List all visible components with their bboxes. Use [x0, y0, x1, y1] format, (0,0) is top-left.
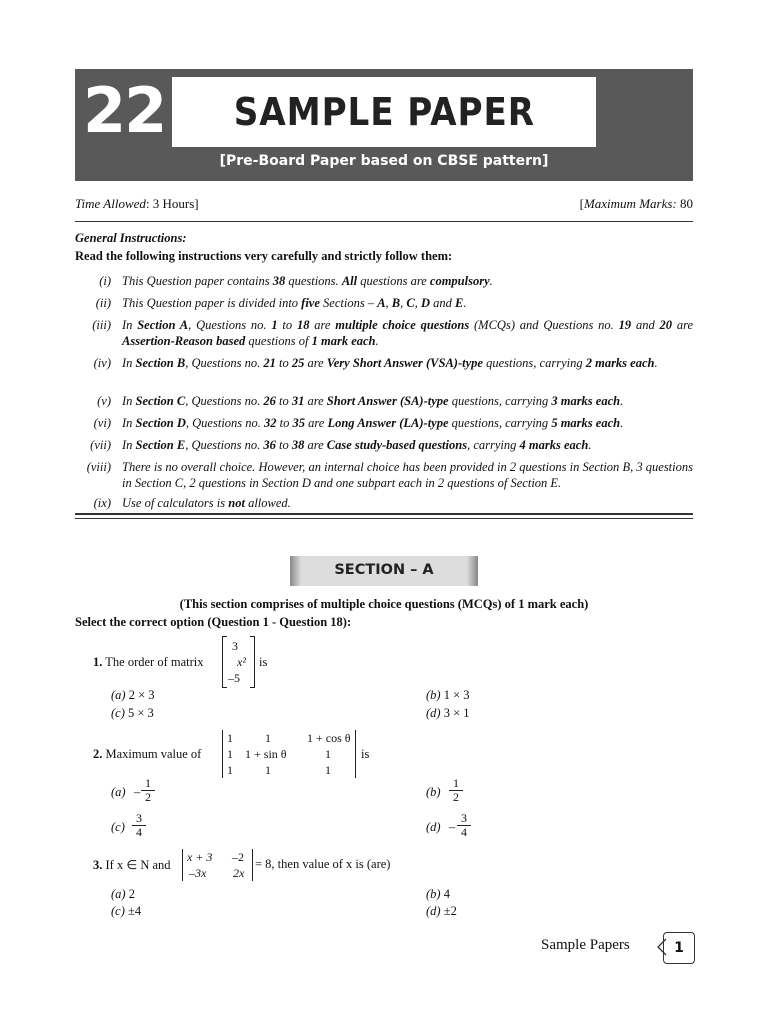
numerator: 3	[457, 812, 471, 826]
maximum-marks	[580, 196, 693, 212]
question-number: 1.	[93, 655, 103, 669]
instruction-text: In Section D, Questions no. 32 to 35 are Long Answer (LA)-type questions, carrying 5 marks each.	[122, 416, 624, 430]
instruction-item	[75, 295, 693, 311]
det-entry: 1	[227, 747, 233, 761]
question-text-end: is	[361, 747, 370, 761]
instruction-text: In Section E, Questions no. 36 to 38 are Case study-based questions, carrying 4 marks each.	[122, 438, 592, 452]
title-box	[172, 77, 596, 147]
page-number: 1	[663, 932, 695, 964]
option-d	[426, 820, 441, 835]
fraction	[141, 777, 155, 804]
det-bar-left	[182, 849, 183, 881]
option-label: (a)	[111, 785, 126, 799]
numerator: 1	[141, 777, 155, 791]
det-entry: 1	[325, 747, 331, 761]
option-label: (b)	[426, 785, 441, 799]
option-d	[426, 706, 470, 721]
footer-label: Sample Papers	[541, 937, 630, 953]
option-label: (b)	[426, 688, 441, 702]
det-entry: 1	[265, 731, 271, 745]
question-text: Maximum value of	[105, 747, 202, 761]
det-entry: x + 3	[187, 850, 213, 864]
option-label: (c)	[111, 820, 125, 834]
det-entry: 1	[265, 763, 271, 777]
option-c	[111, 904, 141, 919]
matrix-bracket-right	[250, 636, 255, 688]
option-label: (d)	[426, 706, 441, 720]
question-text-end: = 8, then value of x is (are)	[255, 857, 391, 871]
option-text: 2	[128, 887, 135, 901]
marks-prefix: [	[579, 196, 584, 211]
header-banner	[75, 69, 693, 181]
option-sign: –	[449, 820, 456, 834]
paper-subtitle: [Pre-Board Paper based on CBSE pattern]	[219, 153, 549, 169]
question-number: 3.	[93, 858, 103, 872]
matrix-entry: x²	[237, 655, 246, 669]
denominator: 2	[145, 790, 151, 804]
det-entry: 1	[227, 731, 233, 745]
instruction-item	[75, 495, 693, 511]
divider-thin	[75, 518, 693, 519]
instruction-number: (i)	[99, 274, 111, 288]
option-b	[426, 688, 470, 703]
paper-title: SAMPLE PAPER	[233, 90, 535, 134]
instruction-number: (v)	[97, 394, 111, 408]
instruction-item	[75, 415, 693, 431]
det-entry: –2	[232, 850, 244, 864]
instruction-item	[75, 317, 693, 349]
matrix-entry: 3	[232, 639, 238, 653]
instruction-text: In Section B, Questions no. 21 to 25 are Very Short Answer (VSA)-type questions, carrying 2 marks each.	[122, 356, 658, 370]
det-bar-right	[355, 730, 356, 778]
instruction-item	[75, 355, 693, 387]
option-label: (d)	[426, 820, 441, 834]
matrix-entry: –5	[228, 671, 240, 685]
instruction-text: This Question paper is divided into five Sections – A, B, C, D and E.	[122, 296, 467, 310]
time-value: : 3 Hours]	[145, 196, 199, 211]
question-text: If x ∈ N and	[105, 858, 171, 872]
option-b	[426, 887, 450, 902]
option-text: 3 × 1	[443, 706, 470, 720]
det-entry: 1	[325, 763, 331, 777]
option-label: (d)	[426, 904, 441, 918]
option-text: ±2	[443, 904, 457, 918]
instruction-item	[75, 273, 693, 289]
instruction-number: (vi)	[93, 416, 111, 430]
instruction-number: (iii)	[92, 318, 111, 332]
instruction-item	[75, 459, 693, 491]
section-description: (This section comprises of multiple choice questions (MCQs) of 1 mark each)	[179, 597, 589, 611]
instruction-number: (ix)	[93, 496, 111, 510]
instruction-item	[75, 437, 693, 453]
option-label: (a)	[111, 887, 126, 901]
option-b	[426, 785, 441, 800]
option-a	[111, 887, 135, 902]
option-label: (c)	[111, 904, 125, 918]
matrix-bracket-left	[222, 636, 227, 688]
instructions-lead: Read the following instructions very carefully and strictly follow them:	[75, 249, 453, 263]
question-text-end: is	[259, 655, 268, 669]
option-c	[111, 706, 154, 721]
instruction-item	[75, 393, 693, 409]
instruction-text: This Question paper contains 38 questions. All questions are compulsory.	[122, 274, 493, 288]
det-entry: 2x	[233, 866, 245, 880]
denominator: 2	[453, 790, 459, 804]
det-entry: 1	[227, 763, 233, 777]
det-entry: 1 + cos θ	[307, 731, 351, 745]
det-bar-left	[222, 730, 223, 778]
option-text: 4	[443, 887, 450, 901]
option-label: (c)	[111, 706, 125, 720]
paper-number: 22	[83, 74, 166, 147]
question-3	[93, 857, 171, 873]
section-a-header	[290, 556, 478, 586]
option-a	[111, 785, 126, 800]
time-label: Time Allowed	[75, 196, 146, 211]
select-instruction: Select the correct option (Question 1 - Question 18):	[75, 615, 352, 629]
time-allowed	[75, 196, 199, 212]
marks-value: 80	[676, 196, 693, 211]
instruction-number: (ii)	[95, 296, 111, 310]
option-d	[426, 904, 457, 919]
instruction-text: In Section C, Questions no. 26 to 31 are Short Answer (SA)-type questions, carrying 3 marks each.	[122, 394, 624, 408]
question-text: The order of matrix	[105, 655, 204, 669]
instruction-text: Use of calculators is not allowed.	[122, 496, 291, 510]
instruction-number: (viii)	[86, 460, 111, 474]
question-2	[93, 747, 201, 762]
fraction	[132, 812, 146, 839]
option-label: (b)	[426, 887, 441, 901]
option-text: 1 × 3	[443, 688, 470, 702]
divider	[75, 221, 693, 222]
denominator: 4	[136, 825, 142, 839]
marks-label: Maximum Marks:	[583, 196, 677, 211]
instruction-number: (iv)	[93, 356, 111, 370]
numerator: 3	[132, 812, 146, 826]
det-entry: –3x	[189, 866, 207, 880]
det-bar-right	[252, 849, 253, 881]
section-label: SECTION – A	[334, 562, 434, 578]
option-text: ±4	[128, 904, 142, 918]
fraction	[449, 777, 463, 804]
time-marks-line	[75, 196, 693, 214]
option-a	[111, 688, 155, 703]
det-entry: 1 + sin θ	[245, 747, 287, 761]
question-number: 2.	[93, 747, 103, 761]
divider-thick	[75, 513, 693, 515]
option-c	[111, 820, 125, 835]
option-label: (a)	[111, 688, 126, 702]
numerator: 1	[449, 777, 463, 791]
fraction	[457, 812, 471, 839]
option-text: 2 × 3	[128, 688, 155, 702]
instruction-text: There is no overall choice. However, an internal choice has been provided in 2 questions in Section B, 3 questions in Section C, 2 questions in Section D and one subpart each in 2 questions of Section E.	[122, 460, 693, 490]
option-sign: –	[134, 785, 141, 799]
denominator: 4	[461, 825, 467, 839]
question-1	[93, 655, 204, 670]
instruction-text: In Section A, Questions no. 1 to 18 are multiple choice questions (MCQs) and Questions no. 19 and 20 are Assertion-Reason based questions of 1 mark each.	[122, 318, 694, 348]
instruction-number: (vii)	[90, 438, 111, 452]
instructions-heading: General Instructions:	[75, 231, 187, 245]
option-text: 5 × 3	[128, 706, 154, 720]
